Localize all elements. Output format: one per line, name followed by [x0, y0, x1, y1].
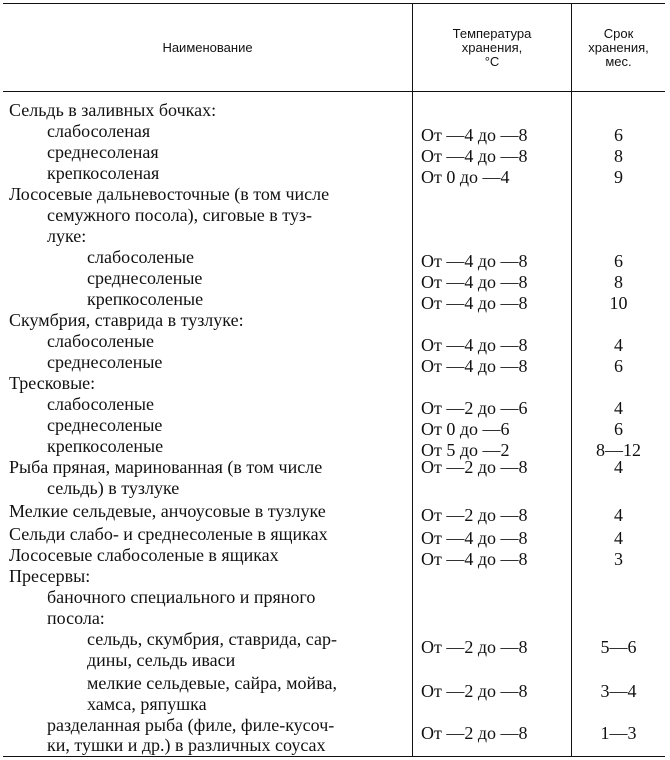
- table-row: [3, 310, 665, 331]
- row-name: слабосоленые: [87, 247, 195, 267]
- row-term: 4: [614, 335, 623, 355]
- row-name: среднесоленые: [47, 352, 163, 372]
- table-row: [3, 457, 665, 478]
- table-row: [3, 629, 665, 657]
- row-name: Скумбрия, ставрида в тузлуке:: [9, 310, 244, 330]
- row-name: Лососевые дальневосточные (в том числе: [9, 184, 330, 204]
- row-name: крепкосоленые: [47, 436, 164, 456]
- row-temperature: От —2 до —8: [421, 723, 528, 743]
- table-row: [3, 587, 665, 608]
- row-name: слабосоленая: [47, 121, 151, 141]
- row-term: 1—3: [600, 723, 637, 743]
- row-temperature: От —4 до —8: [421, 293, 528, 313]
- table-row: [3, 247, 665, 271]
- row-temperature: От —2 до —6: [421, 398, 528, 418]
- row-temperature: От —4 до —8: [421, 125, 528, 145]
- row-name: дины, сельдь иваси: [87, 650, 236, 670]
- row-term: 6: [614, 356, 623, 376]
- table-row: [3, 268, 665, 292]
- row-name: хамса, ряпушка: [87, 694, 207, 714]
- row-name: Сельди слабо- и среднесоленые в ящиках: [9, 524, 328, 544]
- row-term: 4: [614, 528, 623, 548]
- row-term: 4: [614, 398, 623, 418]
- table-row: [3, 394, 665, 418]
- table-row: [3, 163, 665, 187]
- row-temperature: От 0 до —6: [421, 419, 510, 439]
- header-term: [572, 4, 665, 91]
- row-name: среднесоленые: [87, 268, 203, 288]
- table-row: [3, 735, 665, 756]
- table-row: [3, 415, 665, 439]
- row-name: сельдь) в тузлуке: [47, 478, 180, 498]
- row-term: 9: [614, 167, 623, 187]
- header-term-line: мес.: [605, 53, 632, 69]
- table-row: [3, 100, 665, 121]
- row-name: сельдь, скумбрия, ставрида, сар-: [87, 629, 337, 649]
- row-term: 4: [614, 505, 623, 525]
- table-row: [3, 650, 665, 671]
- table-row: [3, 673, 665, 701]
- row-temperature: От 5 до —2: [421, 440, 510, 460]
- row-term: 8—12: [596, 440, 641, 460]
- header-temperature-line: хранения,: [461, 39, 523, 55]
- row-term: 8: [614, 272, 623, 292]
- table-row: [3, 524, 665, 548]
- row-name: среднесоленая: [47, 142, 159, 162]
- row-name: среднесоленые: [47, 415, 163, 435]
- table-row: [3, 608, 665, 629]
- row-name: Лососевые слабосоленые в ящиках: [9, 545, 279, 565]
- header-term-line: хранения,: [588, 39, 649, 55]
- row-temperature: От —4 до —8: [421, 549, 528, 569]
- table-row: [3, 205, 665, 226]
- header-temperature-line: °С: [484, 53, 500, 69]
- table-row: [3, 694, 665, 715]
- row-term: 3: [614, 549, 623, 569]
- storage-table: [3, 3, 665, 757]
- table-row: [3, 184, 665, 205]
- row-term: 6: [614, 419, 623, 439]
- row-temperature: От —4 до —8: [421, 335, 528, 355]
- row-temperature: От —4 до —8: [421, 356, 528, 376]
- row-name: баночного специального и пряного: [47, 587, 316, 607]
- row-name: Тресковые:: [9, 373, 96, 393]
- header-name: [3, 4, 412, 91]
- row-temperature: От —4 до —8: [421, 272, 528, 292]
- header-name-text: Наименование: [162, 39, 253, 55]
- table-row: [3, 436, 665, 460]
- table-row: [3, 501, 665, 525]
- header-divider: [3, 91, 665, 92]
- row-name: Пресервы:: [9, 566, 91, 586]
- row-temperature: От —4 до —8: [421, 528, 528, 548]
- row-term: 8: [614, 146, 623, 166]
- row-temperature: От 0 до —4: [421, 167, 510, 187]
- header-temperature-line: Температура: [452, 25, 532, 41]
- table-row: [3, 142, 665, 166]
- table-row: [3, 373, 665, 394]
- row-temperature: От —2 до —8: [421, 505, 528, 525]
- table-row: [3, 566, 665, 587]
- table-row: [3, 715, 665, 743]
- row-name: слабосоленые: [47, 394, 155, 414]
- row-name: Мелкие сельдевые, анчоусовые в тузлуке: [9, 501, 326, 521]
- row-name: луке:: [47, 226, 87, 246]
- row-temperature: От —2 до —8: [421, 637, 528, 657]
- row-temperature: От —4 до —8: [421, 251, 528, 271]
- table-row: [3, 121, 665, 145]
- table-row: [3, 352, 665, 376]
- row-name: семужного посола), сиговые в туз-: [47, 205, 313, 225]
- row-name: слабосоленые: [47, 331, 155, 351]
- row-temperature: От —4 до —8: [421, 146, 528, 166]
- row-term: 6: [614, 125, 623, 145]
- table-row: [3, 289, 665, 313]
- table-row: [3, 545, 665, 569]
- row-name: крепкосоленые: [87, 289, 204, 309]
- table-row: [3, 331, 665, 355]
- row-name: разделанная рыба (филе, филе-кусоч-: [47, 715, 335, 735]
- row-name: мелкие сельдевые, сайра, мойва,: [87, 673, 337, 693]
- header-term-line: Срок: [603, 25, 634, 41]
- row-name: ки, тушки и др.) в различных соусах: [47, 735, 326, 755]
- row-name: Сельдь в заливных бочках:: [9, 100, 217, 120]
- row-name: посола:: [47, 608, 105, 628]
- row-name: Рыба пряная, маринованная (в том числе: [9, 457, 323, 477]
- row-temperature: От —2 до —8: [421, 681, 528, 701]
- row-name: крепкосоленая: [47, 163, 160, 183]
- row-term: 6: [614, 251, 623, 271]
- row-term: 3—4: [600, 681, 637, 701]
- row-temperature: От —2 до —8: [421, 457, 528, 477]
- header-temperature: [413, 4, 571, 91]
- row-term: 10: [609, 293, 628, 313]
- row-term: 5—6: [600, 637, 637, 657]
- row-term: 4: [614, 457, 623, 477]
- table-row: [3, 478, 665, 499]
- table-row: [3, 226, 665, 247]
